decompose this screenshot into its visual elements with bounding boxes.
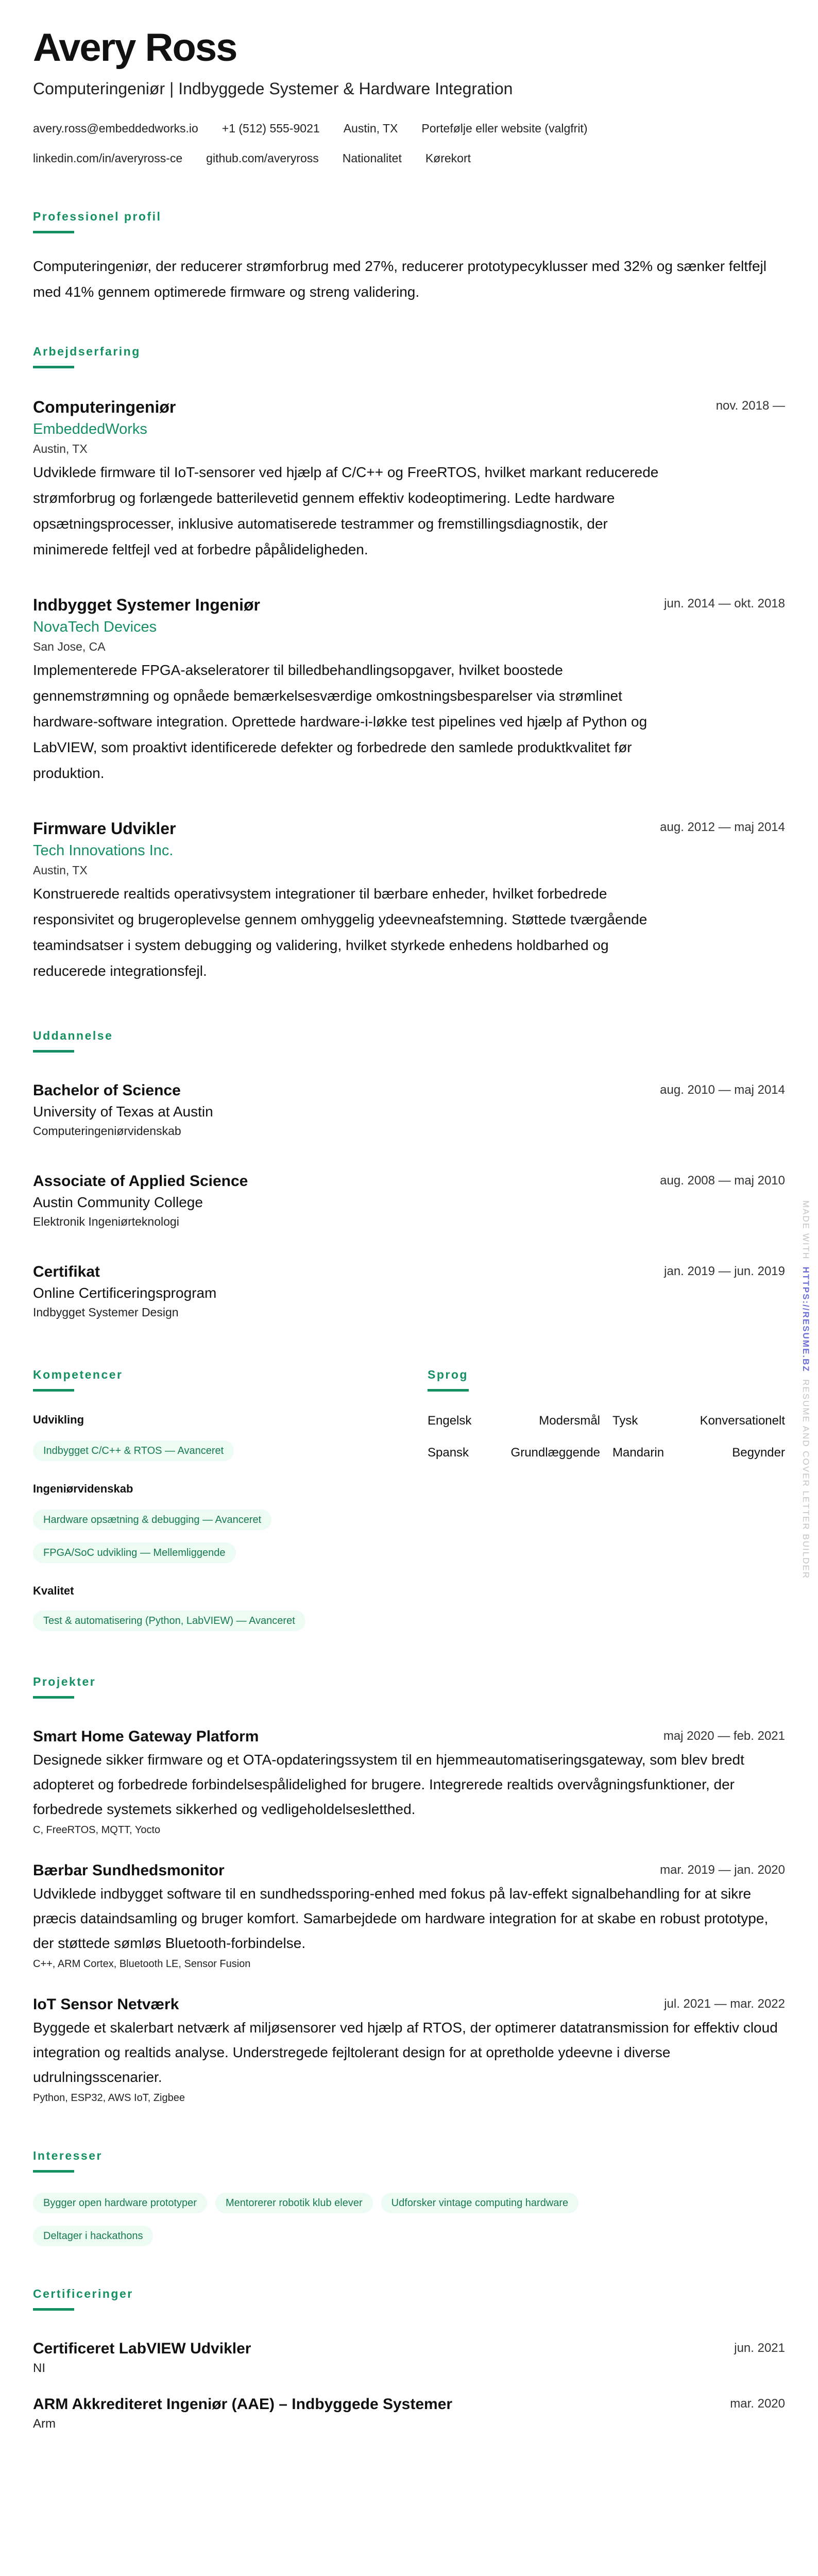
section-heading-languages: [428, 1366, 785, 1396]
section-divider: [33, 2170, 74, 2173]
section-heading-certifications: [33, 2285, 785, 2315]
language-level: Begynder: [732, 1446, 785, 1460]
job-company: Tech Innovations Inc.: [33, 842, 174, 859]
candidate-name: Avery Ross: [33, 26, 237, 70]
section-heading-projects: [33, 1673, 785, 1703]
language-level: Modersmål: [539, 1414, 600, 1428]
field-of-study: Elektronik Ingeniørteknologi: [33, 1215, 179, 1228]
section-heading-text: Arbejdserfaring: [33, 345, 141, 358]
degree: Bachelor of Science: [33, 1082, 181, 1099]
language-name: Mandarin: [612, 1446, 664, 1460]
job-date: nov. 2018 —: [715, 399, 785, 413]
job-location: Austin, TX: [33, 442, 88, 455]
language-level: Konversationelt: [700, 1414, 785, 1428]
interest-pills: [33, 2193, 785, 2246]
contact-row-2: [33, 149, 785, 167]
language-item: [612, 1443, 785, 1463]
candidate-headline: Computeringeniør | Indbyggede Systemer & Hardware Integration: [33, 79, 513, 98]
project-tags: Python, ESP32, AWS IoT, Zigbee: [33, 2092, 185, 2104]
section-heading-education: [33, 1027, 785, 1057]
skill-pill: Indbygget C/C++ & RTOS — Avanceret: [33, 1440, 234, 1461]
contact-row-1: [33, 120, 785, 137]
experience-item: [33, 817, 785, 984]
skill-pill: FPGA/SoC udvikling — Mellemliggende: [33, 1543, 236, 1563]
project-item: [33, 1726, 785, 1838]
skills-languages-columns: [33, 1366, 785, 1631]
watermark-link[interactable]: HTTPS://RESUME.BZ: [801, 1266, 811, 1372]
project-tags: C, FreeRTOS, MQTT, Yocto: [33, 1824, 161, 1836]
project-item: [33, 1994, 785, 2106]
section-divider: [33, 2308, 74, 2311]
certification-item: [33, 2394, 785, 2433]
field-of-study: Indbygget Systemer Design: [33, 1306, 179, 1319]
github-link[interactable]: github.com/averyross: [206, 151, 319, 165]
job-description: Konstruerede realtids operativsystem integrationer til bærbare enheder, hvilket forbedrede responsivitet og brugeroplevelse gennem omhyggelig ydeevneafstemning. Støttede tværgående teamindsatser i system debugging og validering, hvilket styrkede enhedens holdbarhed og reducerede integrationsfejl.: [33, 886, 647, 979]
certification-date: mar. 2020: [730, 2397, 785, 2411]
interest-pill: Mentorerer robotik klub elever: [215, 2193, 373, 2213]
section-heading-text: Sprog: [428, 1368, 468, 1381]
section-heading-skills: [33, 1366, 428, 1396]
job-company: EmbeddedWorks: [33, 421, 147, 437]
interest-pill: Bygger open hardware prototyper: [33, 2193, 207, 2213]
experience-item: [33, 594, 785, 786]
job-title: Computeringeniør: [33, 398, 176, 416]
certification-name: ARM Akkrediteret Ingeniør (AAE) – Indbyggede Systemer: [33, 2396, 453, 2413]
education-date: jan. 2019 — jun. 2019: [664, 1264, 785, 1278]
drivers-license: Kørekort: [425, 151, 471, 165]
skill-category: Ingeniørvidenskab: [33, 1482, 133, 1495]
section-heading-profile: [33, 208, 785, 238]
certification-name: Certificeret LabVIEW Udvikler: [33, 2340, 251, 2357]
project-item: [33, 1860, 785, 1972]
job-description: Udviklede firmware til IoT-sensorer ved hjælp af C/C++ og FreeRTOS, hvilket markant reducerede strømforbrug og forlængede batterilevetid gennem effektiv kodeoptimering. Ledte hardware opsætningsprocesser, inklusive automatiserede testrammer og fremstillingsdiagnostik, der minimerede feltfejl ved at forbedre påpålideligheden.: [33, 464, 659, 557]
education-item: [33, 1261, 785, 1321]
job-description: Implementerede FPGA-akseleratorer til billedbehandlingsopgaver, hvilket boostede gennemstrømning og opnåede bemærkelsesværdige omkostningsbesparelser via strømlinet hardware-software integration. Oprettede hardware-i-løkke test pipelines ved hjælp af Python og LabVIEW, som proaktivt identificerede defekter og forbedrede den samlede produktkvalitet før produktion.: [33, 662, 647, 781]
section-divider: [33, 231, 74, 233]
skill-pill: Test & automatisering (Python, LabVIEW) — Avanceret: [33, 1611, 305, 1631]
education-item: [33, 1080, 785, 1140]
project-description: Designede sikker firmware og et OTA-opdateringssystem til en hjemmeautomatiseringsgateway, som blev bredt adopteret og forbedrede forbindelsespålidelighed for brugere. Integrerede realtids overvågningsfunktioner, der forbedrede systemets sikkerhed og vedligeholdelsesletthed.: [33, 1752, 744, 1817]
job-company: NovaTech Devices: [33, 619, 157, 635]
project-description: Byggede et skalerbart netværk af miljøsensorer ved hjælp af RTOS, der optimerer datatransmission for effektiv cloud integration og realtids analyse. Understregede fejltolerant design for at opretholde ydeevne i diverse udrulningsscenarier.: [33, 2020, 778, 2085]
degree: Certifikat: [33, 1263, 100, 1280]
skills-column: [33, 1366, 428, 1631]
section-heading-text: Uddannelse: [33, 1029, 113, 1042]
job-date: jun. 2014 — okt. 2018: [664, 597, 785, 611]
project-date: mar. 2019 — jan. 2020: [660, 1863, 785, 1877]
skill-pill: Hardware opsætning & debugging — Avanceret: [33, 1510, 271, 1530]
section-heading-interests: [33, 2147, 785, 2177]
section-heading-text: Interesser: [33, 2149, 103, 2162]
watermark-prefix: MADE WITH: [801, 1200, 811, 1260]
school: Online Certificeringsprogram: [33, 1285, 217, 1301]
portfolio-link[interactable]: Portefølje eller website (valgfrit): [421, 122, 588, 135]
section-heading-text: Projekter: [33, 1675, 96, 1688]
education-date: aug. 2010 — maj 2014: [660, 1083, 785, 1097]
job-location: San Jose, CA: [33, 640, 106, 653]
skill-pills: [33, 1543, 428, 1563]
email-link[interactable]: avery.ross@embeddedworks.io: [33, 122, 198, 135]
phone-link[interactable]: +1 (512) 555-9021: [221, 122, 320, 135]
project-date: jul. 2021 — mar. 2022: [664, 1997, 785, 2011]
skill-category: Kvalitet: [33, 1584, 74, 1597]
project-date: maj 2020 — feb. 2021: [663, 1729, 785, 1743]
job-title: Firmware Udvikler: [33, 819, 176, 838]
field-of-study: Computeringeniørvidenskab: [33, 1124, 181, 1138]
section-heading-experience: [33, 343, 785, 373]
languages-column: [428, 1366, 785, 1631]
language-item: [428, 1411, 600, 1431]
languages-list: [428, 1411, 785, 1463]
section-divider: [33, 1696, 74, 1699]
education-item: [33, 1171, 785, 1230]
school: Austin Community College: [33, 1194, 203, 1210]
project-title: Smart Home Gateway Platform: [33, 1728, 259, 1745]
language-name: Spansk: [428, 1446, 469, 1460]
project-tags: C++, ARM Cortex, Bluetooth LE, Sensor Fusion: [33, 1958, 251, 1970]
project-title: Bærbar Sundhedsmonitor: [33, 1862, 225, 1879]
section-divider: [33, 1389, 74, 1392]
section-divider: [428, 1389, 469, 1392]
skill-pills: [33, 1440, 428, 1461]
job-location: Austin, TX: [33, 863, 88, 877]
education-date: aug. 2008 — maj 2010: [660, 1174, 785, 1188]
section-divider: [33, 1050, 74, 1053]
skill-category: Udvikling: [33, 1413, 84, 1426]
certification-item: [33, 2338, 785, 2377]
location: Austin, TX: [343, 122, 398, 135]
language-item: [428, 1443, 600, 1463]
language-level: Grundlæggende: [510, 1446, 600, 1460]
profile-summary: Computeringeniør, der reducerer strømforbrug med 27%, reducerer prototypecyklusser med 32% og sænker feltfejl med 41% gennem optimerede firmware og streng validering.: [33, 258, 766, 300]
interest-pill: Udforsker vintage computing hardware: [381, 2193, 579, 2213]
watermark: [800, 1200, 811, 1579]
section-divider: [33, 366, 74, 368]
job-date: aug. 2012 — maj 2014: [660, 820, 785, 834]
section-heading-text: Kompetencer: [33, 1368, 123, 1381]
project-description: Udviklede indbygget software til en sundhedssporing-enhed med fokus på lav-effekt signalbehandling for at sikre præcis dataindsamling og bruger komfort. Samarbejdede om hardware integration for at skabe en robust prototype, der støttede sømløs Bluetooth-forbindelse.: [33, 1886, 769, 1951]
degree: Associate of Applied Science: [33, 1173, 248, 1190]
skill-pills: [33, 1611, 428, 1631]
project-title: IoT Sensor Netværk: [33, 1996, 179, 2013]
certification-issuer: NI: [33, 2361, 45, 2375]
nationality: Nationalitet: [342, 151, 402, 165]
school: University of Texas at Austin: [33, 1104, 213, 1120]
job-title: Indbygget Systemer Ingeniør: [33, 596, 260, 614]
language-name: Tysk: [612, 1414, 638, 1428]
interest-pill: Deltager i hackathons: [33, 2226, 153, 2246]
watermark-suffix: RESUME AND COVER LETTER BUILDER: [801, 1379, 811, 1580]
section-heading-text: Certificeringer: [33, 2287, 133, 2300]
section-heading-text: Professionel profil: [33, 210, 162, 223]
language-name: Engelsk: [428, 1414, 472, 1428]
certification-issuer: Arm: [33, 2417, 56, 2431]
experience-item: [33, 396, 785, 563]
language-item: [612, 1411, 785, 1431]
skill-pills: [33, 1510, 428, 1530]
certification-date: jun. 2021: [734, 2341, 785, 2355]
linkedin-link[interactable]: linkedin.com/in/averyross-ce: [33, 151, 183, 165]
